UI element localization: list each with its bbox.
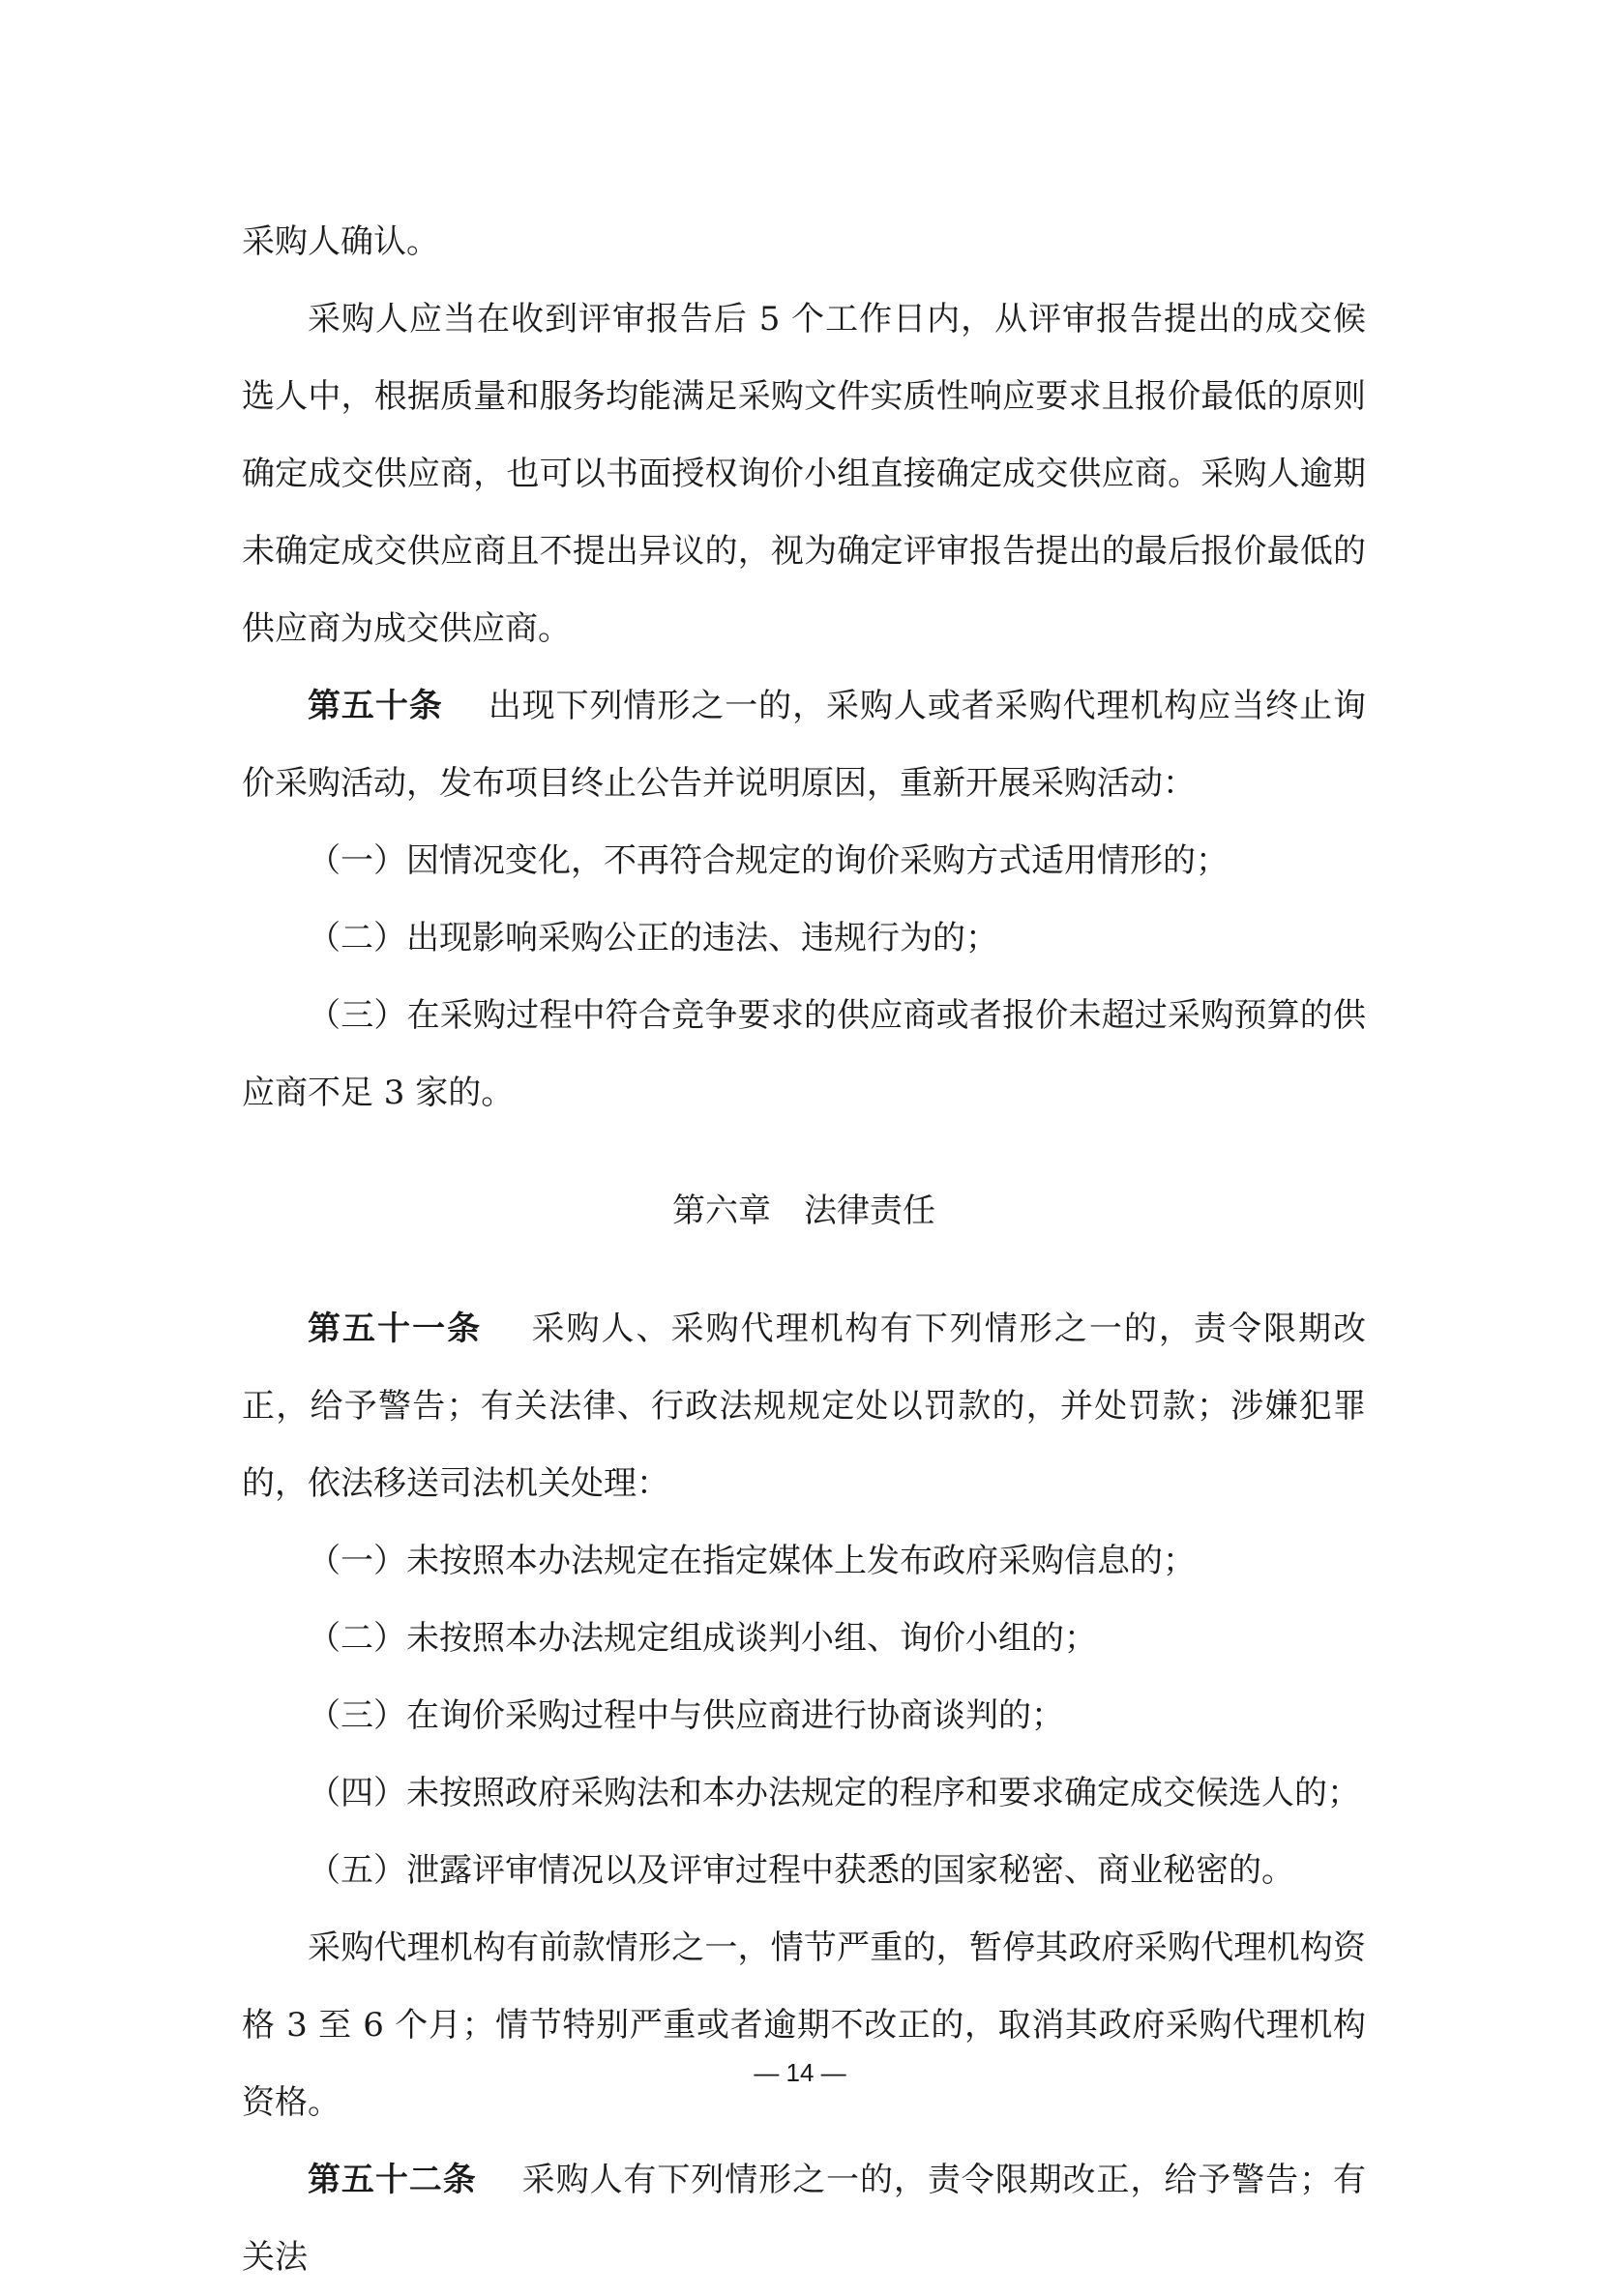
article-51-item-5: （五）泄露评审情况以及评审过程中获悉的国家秘密、商业秘密的。 [308,1851,1294,1890]
article-50-item-1: （一）因情况变化，不再符合规定的询价采购方式适用情形的； [308,841,1229,880]
paragraph-confirm-supplier: 采购人应当在收到评审报告后 5 个工作日内，从评审报告提出的成交候选人中，根据质量和服务均能满足采购文件实质性响应要求且报价最低的原则确定成交供应商，也可以书面授权询价小组直接确定成交供应商。采购人逾期未确定成交供应商且不提出异议的，视为确定评审报告提出的最后报价最低的供应商为成交供应商。 [242,300,1366,648]
article-52 [242,2141,1366,2296]
article-50 [242,667,1366,822]
article-51-item-3: （三）在询价采购过程中与供应商进行协商谈判的； [308,1696,1064,1735]
article-52-text: 采购人有下列情形之一的，责令限期改正，给予警告；有关法 [242,2161,1367,2277]
article-51-item-4: （四）未按照政府采购法和本办法规定的程序和要求确定成交候选人的； [308,1774,1360,1812]
article-51-text: 采购人、采购代理机构有下列情形之一的，责令限期改正，给予警告；有关法律、行政法规规定处以罚款的，并处罚款；涉嫌犯罪的，依法移送司法机关处理： [242,1310,1367,1503]
document-body [242,203,1366,2296]
article-50-item-3: （三）在采购过程中符合竞争要求的供应商或者报价未超过采购预算的供应商不足 3 家的。 [242,996,1366,1112]
chapter-heading: 第六章 法律责任 [672,1192,935,1230]
article-50-item-2: （二）出现影响采购公正的违法、违规行为的； [308,919,998,957]
paragraph-continuation: 采购人确认。 [242,222,439,261]
article-51-heading: 第五十一条 [308,1310,483,1348]
article-50-heading: 第五十条 [308,687,443,725]
article-51 [242,1290,1366,1522]
page-number: — 14 — [754,2058,846,2087]
article-52-heading: 第五十二条 [308,2161,477,2199]
article-51-item-1: （一）未按照本办法规定在指定媒体上发布政府采购信息的； [308,1542,1196,1580]
article-51-item-2: （二）未按照本办法规定组成谈判小组、询价小组的； [308,1619,1097,1658]
article-51-extra: 采购代理机构有前款情形之一，情节严重的，暂停其政府采购代理机构资格 3 至 6 个月；情节特别严重或者逾期不改正的，取消其政府采购代理机构资格。 [242,1928,1366,2122]
article-50-text: 出现下列情形之一的，采购人或者采购代理机构应当终止询价采购活动，发布项目终止公告并说明原因，重新开展采购活动： [242,687,1367,803]
